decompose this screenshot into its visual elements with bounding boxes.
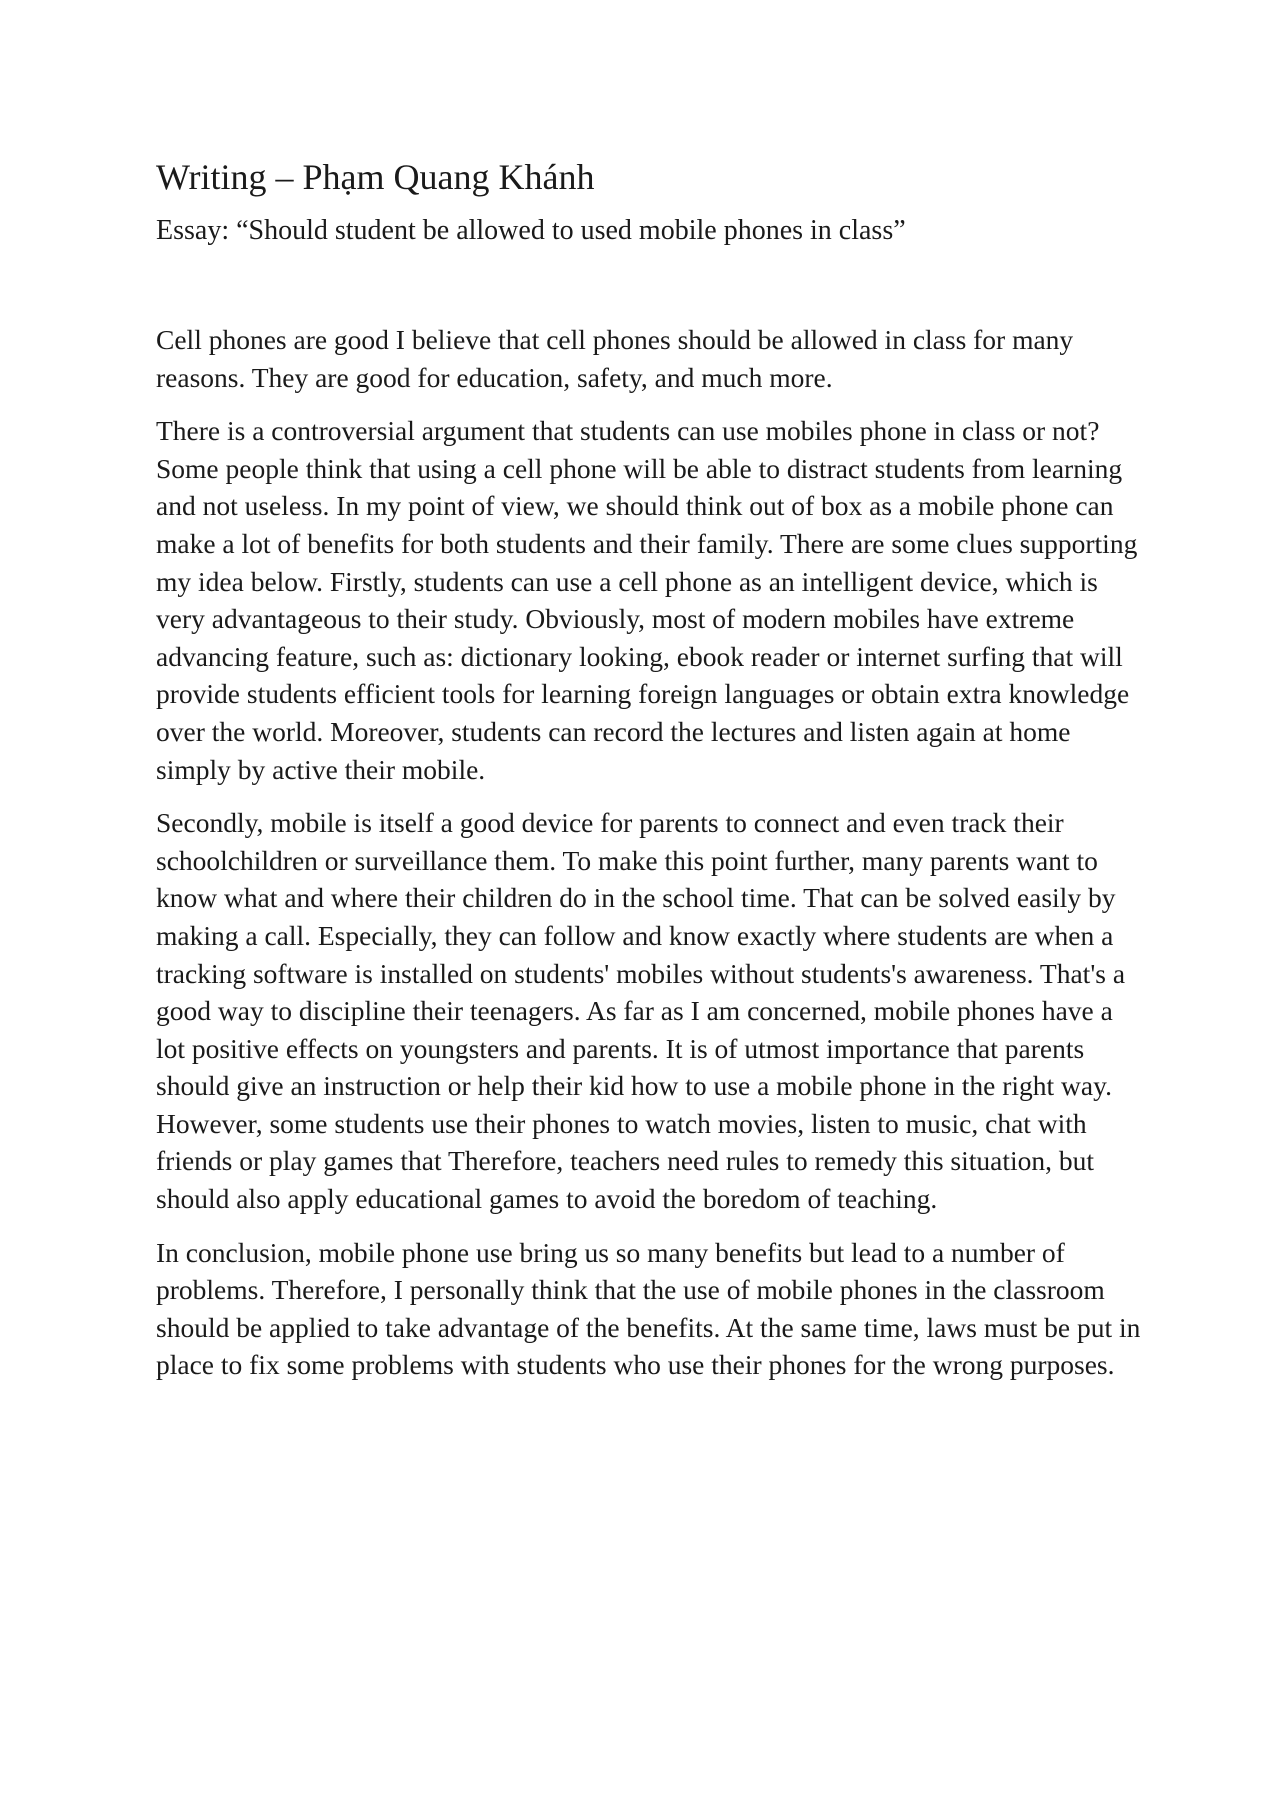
essay-subtitle: Essay: “Should student be allowed to used mobile phones in class” <box>156 215 906 246</box>
paragraph-intro: Cell phones are good I believe that cell phones should be allowed in class for many reasons. They are good for education, safety, and much more. <box>156 324 1074 393</box>
paragraph-argument-2: Secondly, mobile is itself a good device for parents to connect and even track their schoolchildren or surveillance them. To make this point further, many parents want to know what and where their children do in the school time. That can be solved easily by making a call. Especially, they can follow and know exactly where students are when a tracking software is installed on students' mobiles without students's awareness. That's a good way to discipline their teenagers. As far as I am concerned, mobile phones have a lot positive effects on youngsters and parents. It is of utmost importance that parents should give an instruction or help their kid how to use a mobile phone in the right way. However, some students use their phones to watch movies, listen to music, chat with friends or play games that Therefore, teachers need rules to remedy this situation, but should also apply educational games to avoid the boredom of teaching. <box>156 807 1126 1215</box>
document-title: Writing – Phạm Quang Khánh <box>156 157 595 197</box>
paragraph-argument-1: There is a controversial argument that students can use mobiles phone in class or not? Some people think that using a cell phone will be able to distract students from learning and not useless. In my point of view, we should think out of box as a mobile phone can make a lot of benefits for both students and their family. There are some clues supporting my idea below. Firstly, students can use a cell phone as an intelligent device, which is very advantageous to their study. Obviously, most of modern mobiles have extreme advancing feature, such as: dictionary looking, ebook reader or internet surfing that will provide students efficient tools for learning foreign languages or obtain extra knowledge over the world. Moreover, students can record the lectures and listen again at home simply by active their mobile. <box>156 415 1138 785</box>
essay-body <box>156 321 1146 1384</box>
paragraph-conclusion: In conclusion, mobile phone use bring us so many benefits but lead to a number of problems. Therefore, I personally think that the use of mobile phones in the classroom should be applied to take advantage of the benefits. At the same time, laws must be put in place to fix some problems with students who use their phones for the wrong purposes. <box>156 1236 1141 1381</box>
document-content <box>156 153 1146 1400</box>
